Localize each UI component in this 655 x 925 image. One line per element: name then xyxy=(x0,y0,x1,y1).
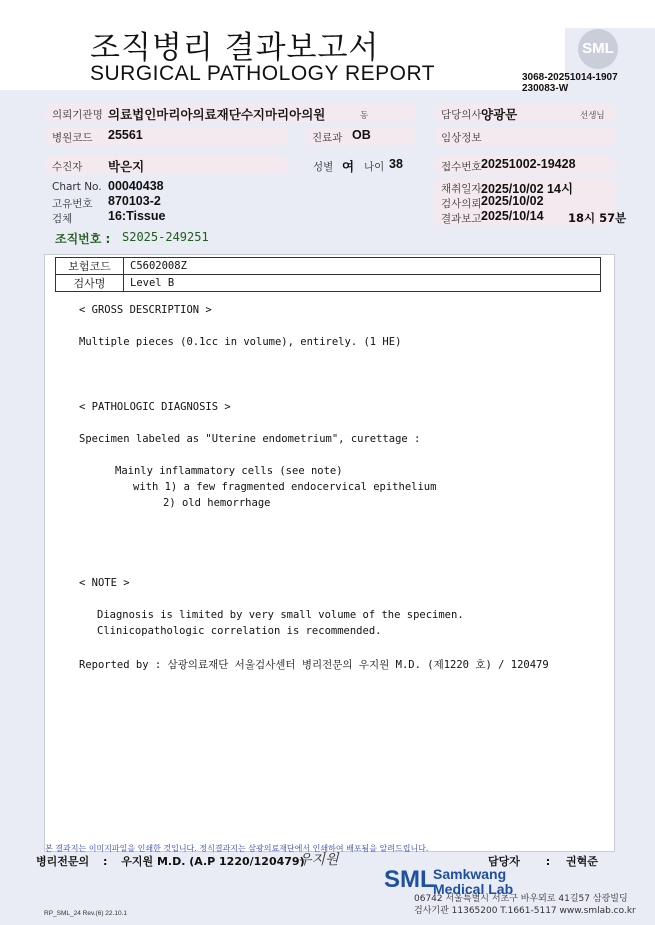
pathologist-label: 병리전문의 xyxy=(36,855,90,868)
specimen-value: 16:Tissue xyxy=(108,209,166,223)
lab-name-line2: Medical Lab xyxy=(433,881,514,897)
reported-by: Reported by : 삼광의료재단 서울검사센터 병리전문의 우지원 M.D. (제1220 호) / 120479 xyxy=(79,659,549,671)
diagnosis-line-1: Mainly inflammatory cells (see note) xyxy=(115,465,343,477)
result-date-value: 2025/10/14 xyxy=(481,209,544,223)
report-body xyxy=(44,254,615,852)
institution-suffix: 동 xyxy=(360,111,369,121)
top-band xyxy=(0,0,655,28)
lab-name-line1: Samkwang xyxy=(433,866,507,882)
diagnosis-heading: < PATHOLOGIC DIAGNOSIS > xyxy=(79,401,231,413)
gross-heading: < GROSS DESCRIPTION > xyxy=(79,304,212,316)
report-title-korean: 조직병리 결과보고서 xyxy=(90,30,380,66)
accession-label: 접수번호 xyxy=(441,161,482,173)
institution-label: 의뢰기관명 xyxy=(52,109,103,121)
request-date-value: 2025/10/02 xyxy=(481,194,544,208)
result-time-value: 18시 57분 xyxy=(568,211,627,225)
sml-footer-logo: SML xyxy=(384,866,435,893)
staff-label: 담당자 xyxy=(488,855,520,868)
sex-value: 여 xyxy=(342,159,355,174)
signature: 우지원 xyxy=(298,852,339,868)
diagnosis-line-3: 2) old hemorrhage xyxy=(163,497,271,509)
insurance-table xyxy=(55,257,601,292)
unique-number-value: 870103-2 xyxy=(108,194,161,208)
age-value: 38 xyxy=(389,157,403,171)
dept-value: OB xyxy=(352,128,371,142)
pathologist-signature-line: 병리전문의 : 우지원 M.D. (A.P 1220/120479) xyxy=(36,855,305,868)
gross-text: Multiple pieces (0.1cc in volume), entirely. (1 HE) xyxy=(79,336,402,348)
patient-label: 수진자 xyxy=(52,161,83,173)
report-number-line2: 230083-W xyxy=(522,83,569,94)
tissue-number-label: 조직번호 : xyxy=(55,232,111,246)
test-name-value: Level B xyxy=(124,275,601,292)
form-code: RP_SML_24 Rev.(6) 22.10.1 xyxy=(44,910,127,917)
dept-label: 진료과 xyxy=(312,132,343,144)
note-line-1: Diagnosis is limited by very small volume of the specimen. xyxy=(97,609,464,621)
institution-value: 의료법인마리아의료재단수지마리아의원 xyxy=(108,107,326,122)
insurance-code-value: C5602008Z xyxy=(124,258,601,275)
chart-value: 00040438 xyxy=(108,179,164,193)
tissue-number-value: S2025-249251 xyxy=(122,230,209,244)
result-date-label: 결과보고 xyxy=(441,213,482,225)
chart-label: Chart No. xyxy=(52,181,102,193)
lab-contact: 검사기관 11365200 T.1661-5117 www.smlab.co.kr xyxy=(414,906,636,916)
lab-address: 06742 서울특별시 서초구 바우뫼로 41길57 삼광빌딩 xyxy=(414,894,628,904)
request-date-label: 검사의뢰 xyxy=(441,198,482,210)
specimen-label: 검체 xyxy=(52,213,73,225)
staff-line: 담당자 : 권혁준 xyxy=(488,855,598,868)
patient-value: 박은지 xyxy=(108,159,145,174)
collect-date-value: 2025/10/02 14시 xyxy=(481,182,574,196)
report-title-english: SURGICAL PATHOLOGY REPORT xyxy=(90,62,436,85)
sml-logo: SML xyxy=(578,29,618,69)
sex-label: 성별 xyxy=(313,161,334,173)
note-heading: < NOTE > xyxy=(79,577,130,589)
clinical-label: 임상정보 xyxy=(441,132,482,144)
doctor-label: 담당의사 xyxy=(441,109,482,121)
note-line-2: Clinicopathologic correlation is recommended. xyxy=(97,625,382,637)
doctor-value: 양광문 xyxy=(481,107,518,122)
doctor-suffix: 선생님 xyxy=(580,111,605,121)
collect-date-label: 채취일자 xyxy=(441,183,482,195)
insurance-code-label: 보험코드 xyxy=(56,258,124,275)
table-row xyxy=(56,275,601,292)
print-notice: 본 결과지는 이미지파일을 인쇄한 것입니다. 정식결과지는 삼광의료재단에서 인쇄하여 배포됨을 알려드립니다. xyxy=(45,844,429,853)
staff-value: 권혁준 xyxy=(565,855,598,868)
age-label: 나이 xyxy=(364,161,385,173)
pathologist-value: 우지원 M.D. (A.P 1220/120479) xyxy=(121,855,305,868)
table-row xyxy=(56,258,601,275)
hospital-code-label: 병원코드 xyxy=(52,132,93,144)
diagnosis-line-2: with 1) a few fragmented endocervical epithelium xyxy=(133,481,437,493)
accession-value: 20251002-19428 xyxy=(481,157,576,171)
test-name-label: 검사명 xyxy=(56,275,124,292)
hospital-code-value: 25561 xyxy=(108,128,143,142)
unique-number-label: 고유번호 xyxy=(52,198,93,210)
report-number-line1: 3068-20251014-1907 xyxy=(522,72,618,83)
diagnosis-specimen: Specimen labeled as "Uterine endometrium", curettage : xyxy=(79,433,421,445)
